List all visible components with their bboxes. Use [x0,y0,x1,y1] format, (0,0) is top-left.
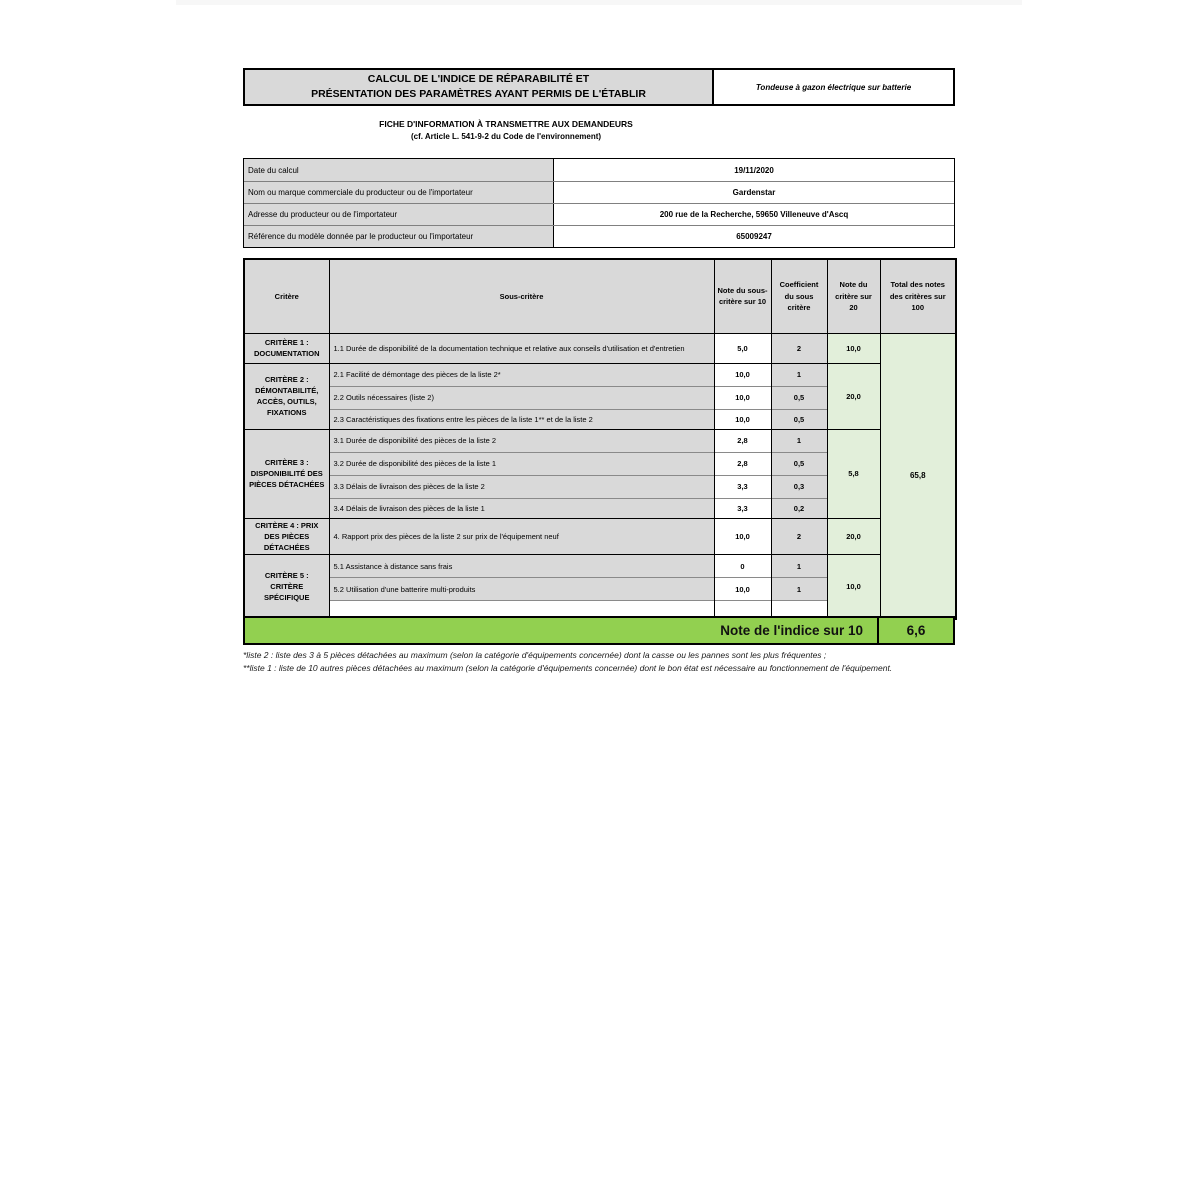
sub-criterion-score: 2,8 [714,429,771,452]
coefficient-value: 0,2 [771,498,827,518]
info-value: 65009247 [554,226,954,247]
table-row [244,518,956,555]
coefficient-value: 1 [771,363,827,386]
page-top-edge [176,0,1022,5]
coefficient-value: 0,5 [771,386,827,409]
sub-criterion-text: 3.1 Durée de disponibilité des pièces de la liste 2 [329,429,714,452]
product-type-box [714,70,953,104]
sub-criterion-text: 2.3 Caractéristiques des fixations entre les pièces de la liste 1** et de la liste 2 [329,409,714,429]
coefficient-value: 1 [771,578,827,601]
sub-criterion-text: 5.2 Utilisation d'une batterire multi-produits [329,578,714,601]
header-criterion: Critère [244,259,329,333]
footnote-liste1: **liste 1 : liste de 10 autres pièces détachées au maximum (selon la catégorie d'équipements concernée) dont le bon état est nécessaire au fonctionnement de l'équipement. [243,663,893,674]
criterion-score-20: 5,8 [827,429,880,518]
table-row [244,555,956,578]
sub-criterion-text: 3.2 Durée de disponibilité des pièces de la liste 1 [329,452,714,475]
subtitle-line2: (cf. Article L. 541-9-2 du Code de l'environnement) [410,132,602,141]
sub-criterion-score: 5,0 [714,333,771,363]
sub-criterion-text: 1.1 Durée de disponibilité de la documentation technique et relative aux conseils d'utilisation et d'entretien [329,333,714,363]
sub-criterion-text: 3.4 Délais de livraison des pièces de la liste 1 [329,498,714,518]
document-title-line2: PRÉSENTATION DES PARAMÈTRES AYANT PERMIS DE L'ÉTABLIR [311,88,646,100]
criterion-label: CRITÈRE 4 : PRIX DES PIÈCES DÉTACHÉES [244,518,329,555]
criterion-score-20: 10,0 [827,555,880,619]
criterion-score-20: 20,0 [827,363,880,429]
table-row [244,429,956,452]
sub-criterion-score: 3,3 [714,475,771,498]
info-row-address [244,203,954,225]
criterion-label: CRITÈRE 1 : DOCUMENTATION [244,333,329,363]
document-header [243,68,955,106]
criterion-label: CRITÈRE 2 : DÉMONTABILITÉ, ACCÈS, OUTILS, FIXATIONS [244,363,329,429]
footnote-liste2: *liste 2 : liste des 3 à 5 pièces détachées au maximum (selon la catégorie d'équipements concernée) dont la casse ou les pannes sont les plus fréquentes ; [243,650,827,660]
document-title-line1: CALCUL DE L'INDICE DE RÉPARABILITÉ ET [367,72,590,85]
info-row-brand [244,181,954,203]
info-value: 19/11/2020 [554,159,954,181]
coefficient-value: 0,3 [771,475,827,498]
criterion-label: CRITÈRE 3 : DISPONIBILITÉ DES PIÈCES DÉTACHÉES [244,429,329,518]
product-info-table [243,158,955,248]
final-score-value: 6,6 [906,623,926,638]
header-note10: Note du sous-critère sur 10 [714,259,771,333]
document-title [245,70,714,104]
product-type-label: Tondeuse à gazon électrique sur batterie [755,82,912,92]
info-value: Gardenstar [554,182,954,203]
sub-criterion-text: 3.3 Délais de livraison des pièces de la liste 2 [329,475,714,498]
table-row [244,363,956,386]
header-note20: Note du critère sur 20 [827,259,880,333]
coefficient-value: 2 [771,333,827,363]
info-label: Adresse du producteur ou de l'importateur [244,204,554,225]
sub-criterion-score: 3,3 [714,498,771,518]
table-header-row [244,259,956,333]
coefficient-value: 0,5 [771,409,827,429]
sub-criterion-score: 10,0 [714,578,771,601]
sub-criterion-text: 5.1 Assistance à distance sans frais [329,555,714,578]
info-label: Référence du modèle donnée par le producteur ou l'importateur [244,226,554,247]
sub-criterion-score: 10,0 [714,518,771,555]
sub-criterion-text: 2.1 Facilité de démontage des pièces de la liste 2* [329,363,714,386]
footnotes [243,649,959,675]
sub-criterion-text: 2.2 Outils nécessaires (liste 2) [329,386,714,409]
criterion-score-20: 20,0 [827,518,880,555]
document-subtitle [243,119,769,141]
sub-criterion-text: 4. Rapport prix des pièces de la liste 2 sur prix de l'équipement neuf [329,518,714,555]
header-coefficient: Coefficient du sous critère [771,259,827,333]
sub-criterion-score: 10,0 [714,409,771,429]
info-label: Date du calcul [244,159,554,181]
sub-criterion-score: 10,0 [714,386,771,409]
header-total100: Total des notes des critères sur 100 [880,259,956,333]
criterion-score-20: 10,0 [827,333,880,363]
coefficient-value: 0,5 [771,452,827,475]
info-label: Nom ou marque commerciale du producteur ou de l'importateur [244,182,554,203]
total-score-100: 65,8 [880,333,956,619]
repairability-index-row [243,616,955,645]
sub-criterion-score: 2,8 [714,452,771,475]
info-row-model-ref [244,225,954,247]
subtitle-line1: FICHE D'INFORMATION À TRANSMETTRE AUX DEMANDEURS [379,119,633,129]
sub-criterion-score: 0 [714,555,771,578]
info-value: 200 rue de la Recherche, 59650 Villeneuve d'Ascq [554,204,954,225]
criterion-label: CRITÈRE 5 : CRITÈRE SPÉCIFIQUE [244,555,329,619]
coefficient-value: 2 [771,518,827,555]
sub-criterion-score: 10,0 [714,363,771,386]
coefficient-value: 1 [771,429,827,452]
coefficient-value: 1 [771,555,827,578]
criteria-table [243,258,957,620]
info-row-date [244,159,954,181]
header-sub-criterion: Sous-critère [329,259,714,333]
final-score-label: Note de l'indice sur 10 [245,618,879,643]
table-row [244,333,956,363]
